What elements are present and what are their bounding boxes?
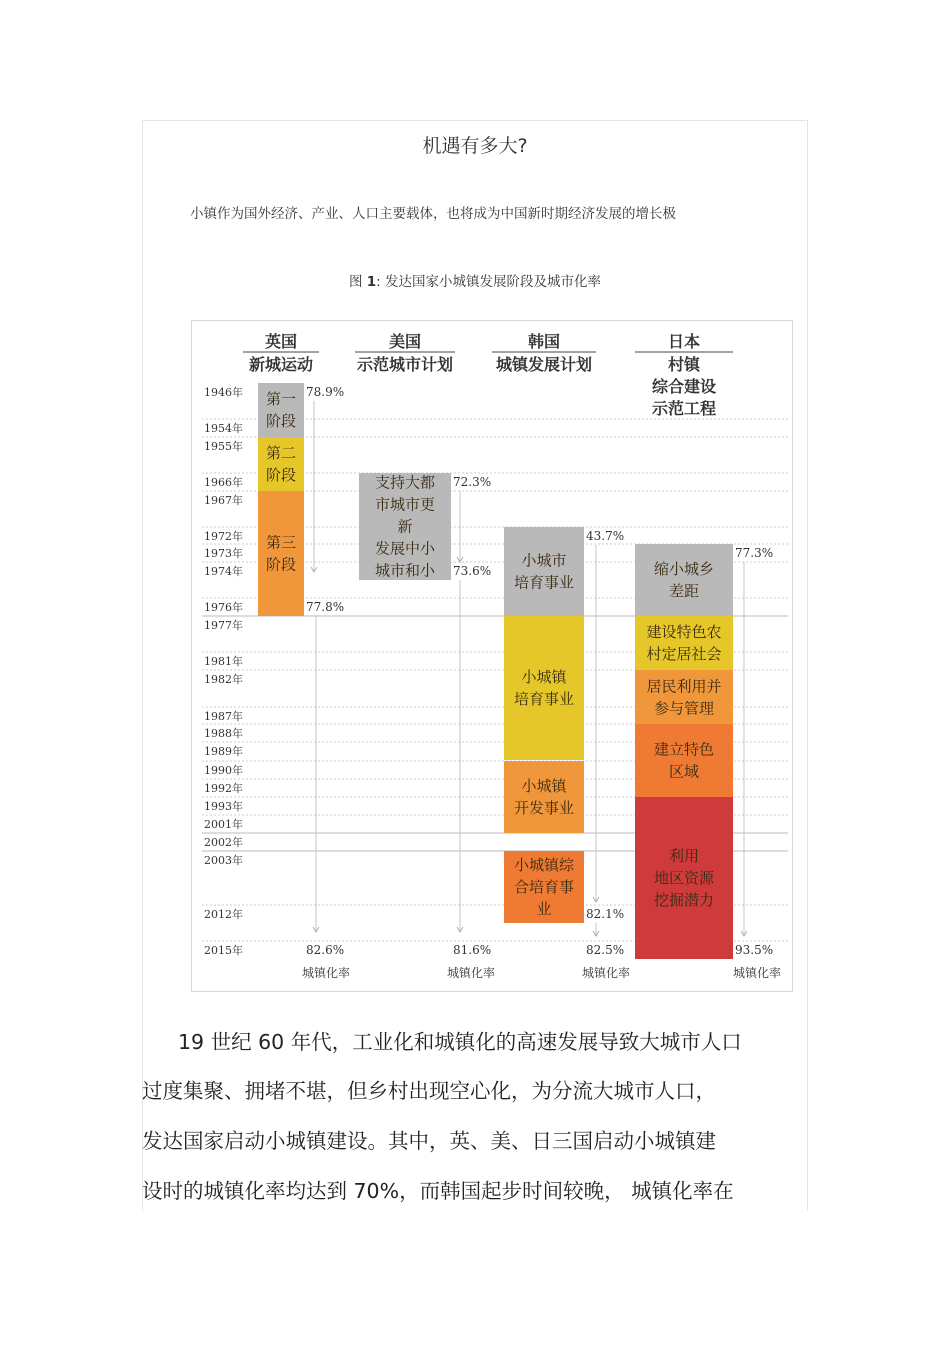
phase-block-label: 建立特色 [653, 740, 715, 759]
year-label: 1946年 [204, 386, 243, 399]
year-label: 2012年 [204, 908, 243, 921]
timeline-svg [192, 321, 792, 991]
year-label: 1954年 [204, 422, 243, 435]
rate-label-jp: 77.3% [735, 546, 774, 560]
bottom-label-jp: 城镇化率 [732, 966, 782, 980]
phase-block-label: 新 [397, 517, 413, 536]
rate-label-us: 73.6% [453, 564, 492, 578]
header-program-jp-1: 综合建设 [651, 377, 717, 396]
header-country-uk: 英国 [264, 332, 298, 351]
year-label: 1967年 [204, 494, 243, 507]
bottom-label-kr: 城镇化率 [581, 966, 631, 980]
phase-block-label: 市城市更 [374, 495, 436, 514]
rate-label-jp: 93.5% [735, 943, 774, 957]
phase-block-label: 挖掘潜力 [653, 891, 715, 909]
figure-caption-text: 发达国家小城镇发展阶段及城市化率 [385, 274, 602, 290]
year-label: 2002年 [204, 836, 243, 849]
year-label: 1977年 [204, 619, 243, 632]
year-label: 2015年 [204, 944, 243, 957]
figure-caption-number: 1 [366, 274, 377, 290]
phase-block-label: 缩小城乡 [653, 560, 715, 578]
page-title: 机遇有多大? [422, 135, 528, 157]
year-label: 1976年 [204, 601, 243, 614]
year-label: 1993年 [204, 800, 243, 813]
year-label: 1992年 [204, 782, 243, 795]
figure-caption: 图 1: 发达国家小城镇发展阶段及城市化率 [348, 274, 602, 290]
header-program-jp-0: 村镇 [667, 355, 701, 374]
phase-block-label: 培育事业 [513, 690, 575, 708]
rate-label-uk: 77.8% [306, 600, 345, 614]
rate-label-kr: 82.5% [586, 943, 625, 957]
phase-block-label: 差距 [668, 582, 700, 600]
phase-block-kr [504, 616, 584, 760]
phase-block-label: 开发事业 [513, 799, 575, 817]
header-program-kr-0: 城镇发展计划 [495, 355, 593, 374]
phase-block-label: 建设特色农 [646, 623, 722, 641]
rate-label-us: 81.6% [453, 943, 492, 957]
rate-label-kr: 43.7% [586, 529, 625, 543]
phase-block-label: 参与管理 [653, 699, 715, 718]
phase-block-label: 利用 [668, 847, 700, 865]
body-line-4: 设时的城镇化率均达到 70%，而韩国起步时间较晚， 城镇化率在 [142, 1179, 734, 1203]
year-label: 2001年 [204, 818, 243, 831]
phase-block-jp [635, 724, 733, 797]
phase-block-label: 小城镇 [521, 777, 567, 795]
phase-block-label: 小城市 [521, 551, 567, 570]
phase-block-label: 城市和小 [374, 561, 436, 580]
phase-block-label: 第一 [265, 390, 297, 408]
phase-block-label: 地区资源 [653, 869, 715, 887]
phase-block-kr [504, 527, 584, 616]
phase-block-label: 阶段 [265, 466, 297, 484]
phase-block-label: 支持大都 [374, 473, 436, 492]
year-label: 1982年 [204, 673, 243, 686]
bottom-label-uk: 城镇化率 [301, 966, 351, 980]
year-label: 1973年 [204, 547, 243, 560]
bottom-label-us: 城镇化率 [446, 966, 496, 980]
phase-block-uk [258, 491, 304, 616]
phase-block-label: 发展中小 [374, 539, 436, 558]
phase-block-kr [504, 761, 584, 833]
page-subtitle: 小镇作为国外经济、产业、人口主要载体，也将成为中国新时期经济发展的增长极 [190, 206, 676, 222]
header-country-kr: 韩国 [527, 332, 561, 351]
header-program-uk-0: 新城运动 [248, 355, 314, 374]
rate-label-uk: 82.6% [306, 943, 345, 957]
phase-block-label: 居民利用并 [646, 677, 722, 696]
phase-block-label: 合培育事 [513, 878, 575, 896]
figure-caption-prefix: 图 [348, 274, 363, 290]
year-label: 1989年 [204, 745, 243, 758]
header-program-jp-2: 示范工程 [651, 399, 717, 418]
year-label: 1955年 [204, 440, 243, 453]
phase-block-label: 村定居社会 [646, 645, 722, 663]
phase-block-label: 第二 [265, 444, 297, 462]
year-label: 2003年 [204, 854, 243, 867]
body-line-3: 发达国家启动小城镇建设。其中，英、美、日三国启动小城镇建 [142, 1129, 716, 1153]
year-label: 1990年 [204, 764, 243, 777]
phase-block-label: 区域 [668, 762, 700, 781]
phase-block-label: 培育事业 [513, 573, 575, 592]
phase-block-label: 业 [536, 900, 552, 918]
phase-block-label: 第三 [265, 533, 297, 552]
phase-block-label: 小城镇综 [513, 856, 575, 874]
year-label: 1981年 [204, 655, 243, 668]
year-label: 1974年 [204, 565, 243, 578]
phase-block-label: 阶段 [265, 555, 297, 574]
header-country-us: 美国 [388, 332, 422, 351]
phase-block-jp [635, 544, 733, 616]
year-label: 1988年 [204, 727, 243, 740]
rate-label-uk: 78.9% [306, 385, 345, 399]
body-line-1: 19 世纪 60 年代，工业化和城镇化的高速发展导致大城市人口 [178, 1030, 742, 1054]
header-country-jp: 日本 [667, 332, 701, 351]
rate-label-kr: 82.1% [586, 907, 625, 921]
body-line-2: 过度集聚、拥堵不堪，但乡村出现空心化，为分流大城市人口， [142, 1079, 716, 1103]
phase-block-label: 小城镇 [521, 668, 567, 686]
year-label: 1972年 [204, 530, 243, 543]
rate-label-us: 72.3% [453, 475, 492, 489]
phase-block-label: 阶段 [265, 412, 297, 430]
urbanization-timeline-figure [191, 320, 793, 992]
year-label: 1966年 [204, 476, 243, 489]
year-label: 1987年 [204, 710, 243, 723]
header-program-us-0: 示范城市计划 [356, 355, 454, 374]
